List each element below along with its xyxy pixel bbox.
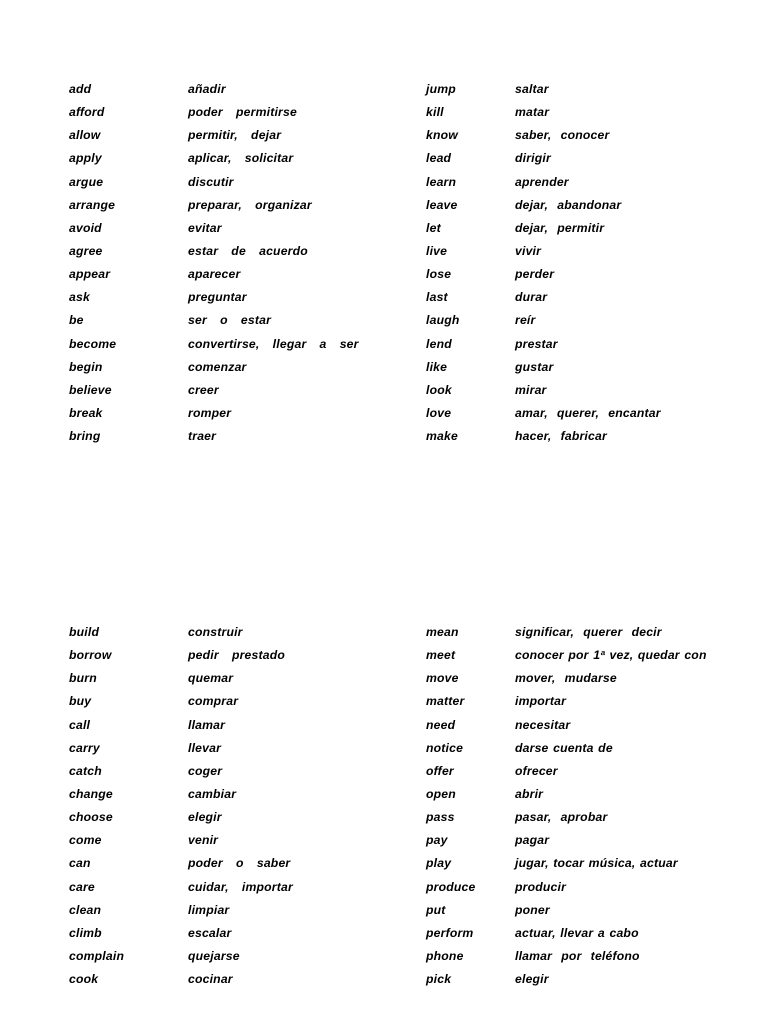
spanish-translation: evitar bbox=[188, 220, 222, 235]
spanish-translation: vivir bbox=[515, 243, 542, 258]
spanish-translation: comenzar bbox=[188, 359, 247, 374]
english-verb: become bbox=[69, 336, 117, 351]
vocabulary-row bbox=[0, 714, 768, 737]
english-verb: move bbox=[426, 671, 459, 686]
vocabulary-row bbox=[0, 78, 768, 101]
vocabulary-row bbox=[0, 783, 768, 806]
english-verb: love bbox=[426, 405, 452, 420]
spanish-translation: saltar bbox=[515, 82, 549, 96]
vocabulary-row bbox=[0, 379, 768, 402]
spanish-translation: cambiar bbox=[188, 786, 237, 801]
spanish-translation: ser o estar bbox=[188, 313, 272, 328]
english-verb: clean bbox=[69, 902, 102, 917]
english-verb: appear bbox=[69, 267, 111, 282]
english-verb: afford bbox=[69, 105, 105, 120]
spanish-translation: comprar bbox=[188, 694, 239, 709]
vocabulary-row bbox=[0, 240, 768, 263]
english-verb: make bbox=[426, 429, 458, 444]
spanish-translation: elegir bbox=[188, 810, 222, 825]
english-verb: open bbox=[426, 786, 456, 801]
spanish-translation: limpiar bbox=[188, 902, 230, 917]
english-verb: believe bbox=[69, 382, 112, 397]
english-verb: complain bbox=[69, 948, 125, 963]
english-verb: produce bbox=[426, 879, 476, 894]
vocabulary-row bbox=[0, 737, 768, 760]
vocabulary-row bbox=[0, 402, 768, 425]
vocabulary-row bbox=[0, 101, 768, 124]
english-verb: choose bbox=[69, 810, 113, 825]
english-verb: be bbox=[69, 313, 84, 328]
vocabulary-row bbox=[0, 968, 768, 991]
spanish-translation: importar bbox=[515, 694, 567, 709]
vocabulary-row bbox=[0, 899, 768, 922]
vocabulary-row bbox=[0, 356, 768, 379]
vocabulary-row bbox=[0, 333, 768, 356]
spanish-translation: aplicar, solicitar bbox=[188, 151, 294, 166]
spanish-translation: elegir bbox=[515, 972, 549, 987]
vocabulary-row bbox=[0, 194, 768, 217]
spanish-translation: aparecer bbox=[188, 267, 241, 282]
english-verb: climb bbox=[69, 925, 102, 940]
vocabulary-row bbox=[0, 217, 768, 240]
english-verb: change bbox=[69, 786, 113, 801]
spanish-translation: saber, conocer bbox=[515, 128, 610, 143]
english-verb: perform bbox=[426, 925, 474, 940]
spanish-translation: dejar, permitir bbox=[515, 220, 605, 235]
spanish-translation: permitir, dejar bbox=[188, 128, 282, 143]
spanish-translation: dirigir bbox=[515, 151, 551, 166]
vocabulary-row bbox=[0, 806, 768, 829]
spanish-translation: llamar bbox=[188, 717, 226, 732]
english-verb: break bbox=[69, 405, 103, 420]
spanish-translation: preguntar bbox=[188, 290, 247, 305]
spanish-translation: poder o saber bbox=[188, 856, 291, 871]
vocabulary-row bbox=[0, 309, 768, 332]
spanish-translation: poder permitirse bbox=[188, 105, 297, 120]
english-verb: phone bbox=[426, 948, 464, 963]
vocabulary-row bbox=[0, 690, 768, 713]
english-verb: can bbox=[69, 856, 91, 871]
english-verb: pay bbox=[426, 833, 448, 848]
spanish-translation: preparar, organizar bbox=[188, 197, 312, 212]
english-verb: agree bbox=[69, 243, 103, 258]
english-verb: play bbox=[426, 856, 452, 871]
english-verb: live bbox=[426, 243, 448, 258]
english-verb: meet bbox=[426, 648, 456, 663]
english-verb: notice bbox=[426, 740, 464, 755]
vocabulary-row bbox=[0, 667, 768, 690]
english-verb: burn bbox=[69, 671, 97, 686]
english-verb: let bbox=[426, 220, 441, 235]
english-verb: leave bbox=[426, 197, 458, 212]
vocabulary-row bbox=[0, 621, 768, 644]
english-verb: matter bbox=[426, 694, 465, 709]
english-verb: learn bbox=[426, 174, 457, 189]
spanish-translation: convertirse, llegar a ser bbox=[188, 336, 359, 351]
spanish-translation: prestar bbox=[515, 336, 558, 351]
english-verb: cook bbox=[69, 972, 99, 987]
english-verb: apply bbox=[69, 151, 102, 166]
spanish-translation: coger bbox=[188, 763, 223, 778]
spanish-translation: hacer, fabricar bbox=[515, 429, 607, 444]
english-verb: avoid bbox=[69, 220, 102, 235]
vocabulary-row bbox=[0, 644, 768, 667]
vocabulary-block-top bbox=[0, 78, 768, 448]
english-verb: build bbox=[69, 625, 100, 639]
spanish-translation: quemar bbox=[188, 671, 234, 686]
spanish-translation: abrir bbox=[515, 786, 544, 801]
vocabulary-row bbox=[0, 171, 768, 194]
spanish-translation: reír bbox=[515, 313, 536, 328]
english-verb: lose bbox=[426, 267, 452, 282]
english-verb: arrange bbox=[69, 197, 116, 212]
english-verb: ask bbox=[69, 290, 90, 305]
spanish-translation: dejar, abandonar bbox=[515, 197, 622, 212]
spanish-translation: jugar, tocar música, actuar bbox=[515, 856, 678, 871]
english-verb: care bbox=[69, 879, 95, 894]
english-verb: come bbox=[69, 833, 102, 848]
english-verb: buy bbox=[69, 694, 92, 709]
spanish-translation: darse cuenta de bbox=[515, 740, 613, 755]
vocabulary-row bbox=[0, 124, 768, 147]
english-verb: like bbox=[426, 359, 448, 374]
spanish-translation: traer bbox=[188, 429, 217, 444]
english-verb: pick bbox=[426, 972, 452, 987]
vocabulary-row bbox=[0, 760, 768, 783]
vocabulary-row bbox=[0, 263, 768, 286]
vocabulary-row bbox=[0, 945, 768, 968]
spanish-translation: aprender bbox=[515, 174, 569, 189]
spanish-translation: mover, mudarse bbox=[515, 671, 617, 686]
english-verb: carry bbox=[69, 740, 100, 755]
spanish-translation: mirar bbox=[515, 382, 547, 397]
english-verb: lend bbox=[426, 336, 452, 351]
vocabulary-row bbox=[0, 286, 768, 309]
spanish-translation: llamar por teléfono bbox=[515, 948, 640, 963]
english-verb: call bbox=[69, 717, 91, 732]
vocabulary-row bbox=[0, 876, 768, 899]
spanish-translation: matar bbox=[515, 105, 550, 120]
vocabulary-row bbox=[0, 922, 768, 945]
spanish-translation: poner bbox=[515, 902, 550, 917]
spanish-translation: necesitar bbox=[515, 717, 571, 732]
vocabulary-row bbox=[0, 852, 768, 875]
english-verb: argue bbox=[69, 174, 104, 189]
english-verb: allow bbox=[69, 128, 101, 143]
english-verb: bring bbox=[69, 429, 101, 444]
spanish-translation: añadir bbox=[188, 82, 226, 96]
spanish-translation: pedir prestado bbox=[188, 648, 286, 663]
spanish-translation: ofrecer bbox=[515, 763, 558, 778]
english-verb: mean bbox=[426, 625, 459, 639]
spanish-translation: actuar, llevar a cabo bbox=[515, 925, 639, 940]
english-verb: catch bbox=[69, 763, 102, 778]
english-verb: add bbox=[69, 82, 92, 96]
spanish-translation: venir bbox=[188, 833, 219, 848]
spanish-translation: significar, querer decir bbox=[515, 625, 662, 639]
english-verb: put bbox=[426, 902, 446, 917]
spanish-translation: llevar bbox=[188, 740, 222, 755]
spanish-translation: durar bbox=[515, 290, 548, 305]
english-verb: pass bbox=[426, 810, 455, 825]
vocabulary-row bbox=[0, 425, 768, 448]
english-verb: lead bbox=[426, 151, 452, 166]
english-verb: know bbox=[426, 128, 458, 143]
spanish-translation: escalar bbox=[188, 925, 232, 940]
spanish-translation: discutir bbox=[188, 174, 234, 189]
english-verb: offer bbox=[426, 763, 454, 778]
english-verb: need bbox=[426, 717, 456, 732]
english-verb: jump bbox=[426, 82, 456, 96]
spanish-translation: cuidar, importar bbox=[188, 879, 293, 894]
spanish-translation: pagar bbox=[515, 833, 550, 848]
spanish-translation: conocer por 1ª vez, quedar con bbox=[515, 648, 707, 663]
spanish-translation: estar de acuerdo bbox=[188, 243, 308, 258]
vocabulary-row bbox=[0, 829, 768, 852]
spanish-translation: construir bbox=[188, 625, 243, 639]
spanish-translation: romper bbox=[188, 405, 232, 420]
vocabulary-block-bottom bbox=[0, 621, 768, 991]
spanish-translation: amar, querer, encantar bbox=[515, 405, 661, 420]
english-verb: look bbox=[426, 382, 452, 397]
spanish-translation: gustar bbox=[515, 359, 554, 374]
spanish-translation: pasar, aprobar bbox=[515, 810, 608, 825]
english-verb: kill bbox=[426, 105, 444, 120]
spanish-translation: perder bbox=[515, 267, 555, 282]
english-verb: laugh bbox=[426, 313, 460, 328]
english-verb: last bbox=[426, 290, 448, 305]
spanish-translation: quejarse bbox=[188, 948, 240, 963]
vocabulary-row bbox=[0, 147, 768, 170]
spanish-translation: creer bbox=[188, 382, 219, 397]
spanish-translation: producir bbox=[515, 879, 567, 894]
english-verb: borrow bbox=[69, 648, 112, 663]
english-verb: begin bbox=[69, 359, 103, 374]
spanish-translation: cocinar bbox=[188, 972, 233, 987]
